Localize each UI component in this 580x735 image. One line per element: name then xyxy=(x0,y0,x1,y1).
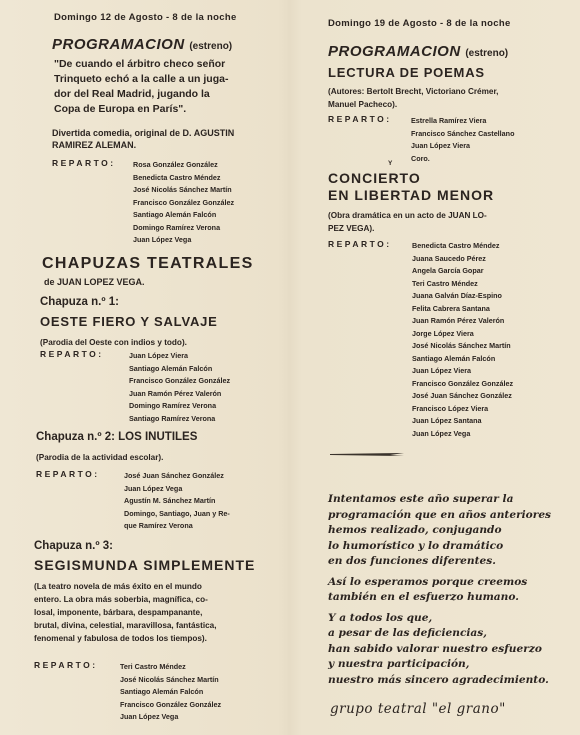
cast-member: Teri Castro Méndez xyxy=(120,662,186,671)
cast-member: Juan Ramón Pérez Valerón xyxy=(412,316,505,325)
desc-line: Divertida comedia, original de D. AGUSTIN xyxy=(52,128,235,138)
connector-y: Y xyxy=(388,160,393,167)
cast-member: José Nicolás Sánchez Martín xyxy=(133,185,232,194)
desc-line: (Autores: Bertolt Brecht, Victoriano Crémer, xyxy=(328,87,499,96)
cast-member: Francisco Sánchez Castellano xyxy=(411,128,515,138)
desc-line: RAMIREZ ALEMAN. xyxy=(52,140,137,150)
right-date: Domingo 19 de Agosto - 8 de la noche xyxy=(328,18,511,29)
cast-member: Juan López Santana xyxy=(412,416,482,425)
chapuza-2-reparto-label: REPARTO: xyxy=(36,469,100,479)
cast-member: Santiago Alemán Falcón xyxy=(133,210,217,219)
cast-member: Juan Ramón Pérez Valerón xyxy=(129,388,222,398)
left-cast-list-4 xyxy=(120,661,221,724)
closing-line: han sabido valorar nuestro esfuerzo xyxy=(328,642,542,655)
cast-member: José Juan Sánchez González xyxy=(412,391,512,400)
cast-member: Juan López Vega xyxy=(133,235,192,244)
cast-member: Juan López Vega xyxy=(124,483,183,493)
cast-member: Jorge López Viera xyxy=(412,328,474,338)
cast-member: Santiago Alemán Falcón xyxy=(120,687,204,696)
cast-member: Benedicta Castro Méndez xyxy=(133,172,221,182)
closing-line: lo humorístico y lo dramático xyxy=(328,539,504,552)
desc-line: (Obra dramática en un acto de JUAN LO- xyxy=(328,211,487,220)
right-program-note: (estreno) xyxy=(465,48,509,59)
cast-member: Francisco González González xyxy=(120,699,222,709)
left-date: Domingo 12 de Agosto - 8 de la noche xyxy=(54,12,237,23)
concierto-title xyxy=(328,170,494,204)
cast-member: Francisco López Viera xyxy=(412,403,489,413)
closing-line: nuestro más sincero agradecimiento. xyxy=(328,673,549,686)
chapuza-1-label: Chapuza n.º 1: xyxy=(40,296,119,308)
cast-member: José Nicolás Sánchez Martín xyxy=(412,341,511,350)
cast-member: que Ramírez Verona xyxy=(124,521,193,530)
cast-member: Francisco González González xyxy=(412,378,514,388)
ornament-divider-icon xyxy=(330,449,404,461)
chapuza-3-title: SEGISMUNDA SIMPLEMENTE xyxy=(34,557,256,573)
desc-line: losal, imponente, bárbara, despampanante, xyxy=(34,608,203,617)
cast-member: Santiago Alemán Falcón xyxy=(412,353,496,363)
chapuza-1-reparto-label: REPARTO: xyxy=(40,349,104,359)
quote-line: Trinqueto echó a la calle a un juga- xyxy=(54,73,229,85)
cast-member: Juan López Viera xyxy=(412,366,471,375)
closing-line: a pesar de las deficiencias, xyxy=(328,627,487,639)
cast-member: Benedicta Castro Méndez xyxy=(412,241,500,250)
left-cast-list-1 xyxy=(133,159,234,247)
chapuza-2-label: Chapuza n.º 2: LOS INUTILES xyxy=(36,431,198,443)
left-program-heading xyxy=(52,36,232,53)
left-program-note: (estreno) xyxy=(189,41,233,52)
cast-member: Juan López Viera xyxy=(411,141,470,150)
desc-line: PEZ VEGA). xyxy=(328,224,375,233)
cast-member: Felita Cabrera Santana xyxy=(412,303,490,313)
chapuzas-author: de JUAN LOPEZ VEGA. xyxy=(44,277,145,287)
cast-member: Estrella Ramírez Viera xyxy=(411,116,487,125)
cast-member: Francisco González González xyxy=(129,376,231,385)
cast-member: Juan López Viera xyxy=(129,351,188,360)
closing-line: programación que en años anteriores xyxy=(328,508,552,521)
cast-member: José Nicolás Sánchez Martín xyxy=(120,674,219,684)
right-reparto-label-2: REPARTO: xyxy=(328,239,392,249)
group-signature: grupo teatral "el grano" xyxy=(330,701,506,717)
chapuza-2-description: (Parodia de la actividad escolar). xyxy=(36,453,164,462)
cast-member: Juana Galván Díaz-Espino xyxy=(412,291,502,300)
closing-line: Así lo esperamos porque creemos xyxy=(328,575,528,588)
poem-title: LECTURA DE POEMAS xyxy=(328,65,485,80)
closing-line: hemos realizado, conjugando xyxy=(328,524,502,536)
left-play-title xyxy=(54,57,228,117)
desc-line: (La teatro novela de más éxito en el mundo xyxy=(34,582,202,591)
cast-member: Teri Castro Méndez xyxy=(412,278,478,288)
left-reparto-label: REPARTO: xyxy=(52,158,116,168)
left-cast-list-3 xyxy=(124,470,230,533)
chapuza-3-description xyxy=(34,580,216,645)
chapuza-1-title: OESTE FIERO Y SALVAJE xyxy=(40,314,218,329)
cast-member: Domingo Ramírez Verona xyxy=(133,222,221,232)
right-cast-list-2 xyxy=(412,240,513,440)
left-play-description xyxy=(52,127,234,151)
right-program-heading xyxy=(328,43,508,60)
desc-line: Manuel Pacheco). xyxy=(328,100,398,109)
closing-line: también en el esfuerzo humano. xyxy=(328,591,519,603)
chapuza-1-description: (Parodia del Oeste con indios y todo). xyxy=(40,338,187,347)
quote-line: dor del Real Madrid, jugando la xyxy=(54,88,210,100)
cast-member: Angela García Gopar xyxy=(412,266,484,275)
quote-line: Copa de Europa en París". xyxy=(54,103,187,115)
title-line: EN LIBERTAD MENOR xyxy=(328,187,495,203)
left-program-title: PROGRAMACION xyxy=(52,36,185,53)
closing-line: Y a todos los que, xyxy=(328,611,433,624)
poem-authors xyxy=(328,85,498,111)
cast-member: Rosa González González xyxy=(133,160,218,169)
cast-member: Domingo, Santiago, Juan y Re- xyxy=(124,508,230,518)
cast-member: Agustín M. Sánchez Martín xyxy=(124,496,216,505)
cast-member: Juan López Vega xyxy=(120,712,179,721)
cast-member: Juan López Vega xyxy=(412,428,471,438)
right-program-title: PROGRAMACION xyxy=(328,43,461,60)
cast-member: Francisco González González xyxy=(133,197,235,207)
cast-member: Coro. xyxy=(411,153,430,163)
closing-message xyxy=(328,492,551,688)
cast-member: Santiago Ramírez Verona xyxy=(129,413,216,423)
right-reparto-label-1: REPARTO: xyxy=(328,114,392,124)
cast-member: Domingo Ramírez Verona xyxy=(129,401,217,410)
chapuza-3-reparto-label: REPARTO: xyxy=(34,660,98,670)
closing-line: en dos funciones diferentes. xyxy=(328,555,496,567)
desc-line: fenomenal y fabulosa de todos los tiempos). xyxy=(34,634,207,643)
cast-member: Juana Saucedo Pérez xyxy=(412,253,486,263)
cast-member: José Juan Sánchez González xyxy=(124,471,224,480)
cast-member: Santiago Alemán Falcón xyxy=(129,363,213,373)
closing-line: Intentamos este año superar la xyxy=(328,493,514,505)
title-line: CONCIERTO xyxy=(328,170,421,186)
desc-line: entero. La obra más soberbia, magnífica, co- xyxy=(34,595,208,604)
concierto-description xyxy=(328,209,487,235)
right-cast-list-1 xyxy=(411,115,514,165)
closing-line: y nuestra participación, xyxy=(328,658,470,670)
chapuza-3-label: Chapuza n.º 3: xyxy=(34,540,113,552)
left-cast-list-2 xyxy=(129,350,230,425)
quote-line: "De cuando el árbitro checo señor xyxy=(54,58,226,70)
desc-line: brutal, divina, celestial, maravillosa, fantástica, xyxy=(34,621,217,630)
chapuzas-title: CHAPUZAS TEATRALES xyxy=(42,255,254,272)
